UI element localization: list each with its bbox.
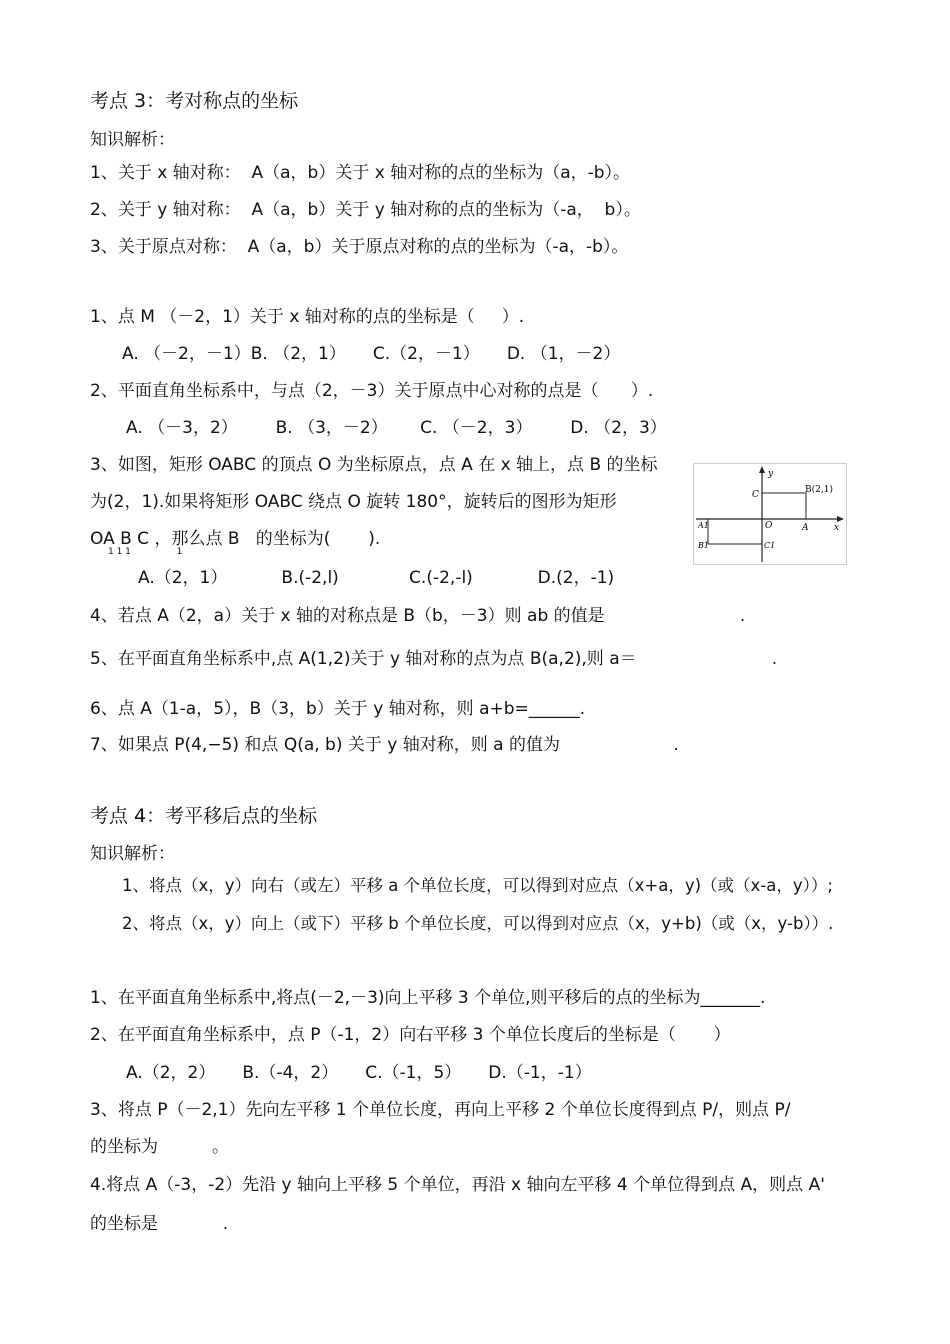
question-1: 1、点 M （－2，1）关于 x 轴对称的点的坐标是（ ）. [90,307,525,327]
question-1-options: A. （－2，－1）B. （2，1） C.（2，－1） D. （1，－2） [122,344,621,364]
s4-question-4-line2: 的坐标是 . [90,1214,229,1234]
question-2-options: A. （－3，2） B. （3，－2） C. （－2，3） D. （2，3） [126,418,667,438]
question-5: 5、在平面直角坐标系中,点 A(1,2)关于 y 轴对称的点为点 B(a,2),则 a＝ . [90,649,778,669]
fig-label-b1: B1 [698,541,709,550]
rule-origin: 3、关于原点对称： A（a，b）关于原点对称的点的坐标为（-a，-b）。 [90,237,629,257]
question-3-line3: OA B C ，那么点 B 的坐标为( ). [90,529,381,549]
fig-label-a1: A1 [698,521,709,530]
question-2: 2、平面直角坐标系中，与点（2，－3）关于原点中心对称的点是（ ）. [90,381,654,401]
translation-rule-2: 2、将点（x，y）向上（或下）平移 b 个单位长度，可以得到对应点（x，y+b)（或（x，y-b））. [122,914,834,933]
s4-question-2-options: A.（2，2） B.（-4，2） C.（-1，5） D.（-1，-1） [126,1063,592,1083]
fig-label-o: O [765,521,773,531]
section3-title: 考点 3：考对称点的坐标 [90,90,299,112]
s4-question-1: 1、在平面直角坐标系中,将点(－2,－3)向上平移 3 个单位,则平移后的点的坐标为_______. [90,988,766,1008]
question-3-line1: 3、如图，矩形 OABC 的顶点 O 为坐标原点，点 A 在 x 轴上，点 B 的坐标 [90,455,658,475]
s4-question-3-line2: 的坐标为 。 [90,1137,230,1157]
s4-question-2: 2、在平面直角坐标系中，点 P（-1，2）向右平移 3 个单位长度后的坐标是（ ） [90,1025,731,1045]
s4-question-3-line1: 3、将点 P（－2,1）先向左平移 1 个单位长度，再向上平移 2 个单位长度得到点 P/，则点 P/ [90,1100,791,1120]
rule-x-axis: 1、关于 x 轴对称： A（a，b）关于 x 轴对称的点的坐标为（a，-b）。 [90,163,631,183]
rectangle-rotation-figure [693,463,847,565]
fig-label-b: B(2,1) [805,485,833,495]
question-4: 4、若点 A（2，a）关于 x 轴的对称点是 B（b，－3）则 ab 的值是 . [90,606,746,626]
question-3-subscripts: 1 1 1 1 [108,547,183,557]
fig-label-c1: C1 [764,541,776,550]
s4-question-4-line1: 4.将点 A（-3，-2）先沿 y 轴向上平移 5 个单位，再沿 x 轴向左平移 4 个单位得到点 A，则点 A' [90,1175,825,1195]
knowledge-label: 知识解析： [90,130,175,150]
fig-label-y: y [768,469,774,479]
question-7: 7、如果点 P(4,−5) 和点 Q(a, b) 关于 y 轴对称，则 a 的值为 . [90,735,679,755]
knowledge-label-2: 知识解析： [90,844,175,864]
question-6: 6、点 A（1-a，5），B（3，b）关于 y 轴对称，则 a+b=______. [90,699,586,719]
fig-label-a: A [802,523,809,533]
fig-label-x: x [834,523,840,533]
rule-y-axis: 2、关于 y 轴对称： A（a，b）关于 y 轴对称的点的坐标为（-a， b）。 [90,200,641,220]
translation-rule-1: 1、将点（x，y）向右（或左）平移 a 个单位长度，可以得到对应点（x+a，y)（或（x-a，y））; [122,876,833,895]
fig-label-c: C [752,490,759,500]
section4-title: 考点 4：考平移后点的坐标 [90,805,318,827]
question-3-line2: 为(2，1).如果将矩形 OABC 绕点 O 旋转 180°，旋转后的图形为矩形 [90,492,617,512]
question-3-options: A.（2，1） B.(-2,l) C.(-2,-l) D.(2，-1) [138,568,615,588]
